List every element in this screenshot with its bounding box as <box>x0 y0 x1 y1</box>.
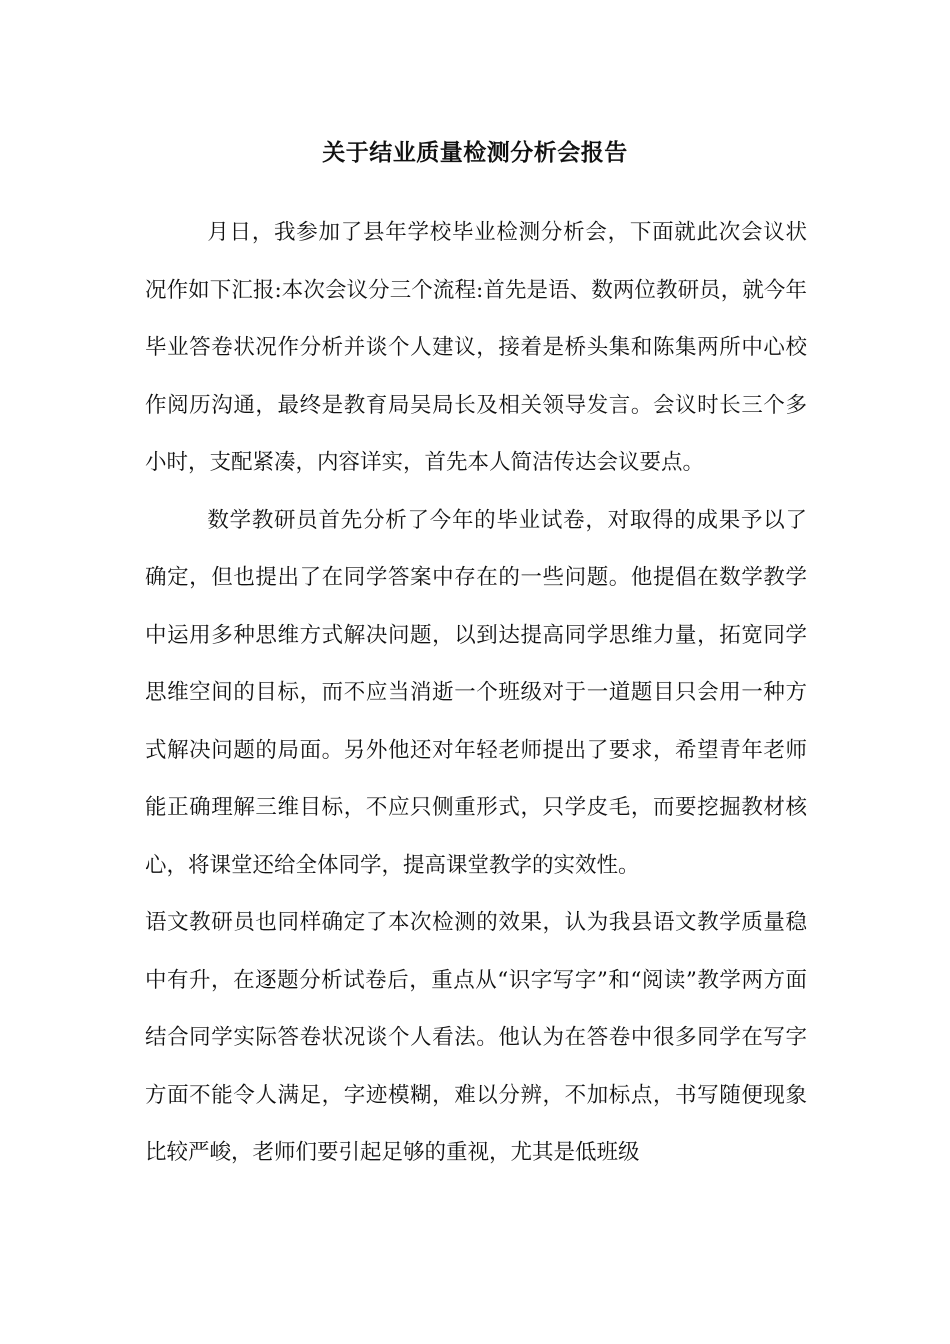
paragraph-math-analysis: 数学教研员首先分析了今年的毕业试卷，对取得的成果予以了确定，但也提出了在同学答案中存在的一些问题。他提倡在数学教学中运用多种思维方式解决问题，以到达提高同学思维力量，拓宽同学思维空间的目标，而不应当消逝一个班级对于一道题目只会用一种方式解决问题的局面。另外他还对年轻老师提出了要求，希望青年老师能正确理解三维目标，不应只侧重形式，只学皮毛，而要挖掘教材核心，将课堂还给全体同学，提高课堂教学的实效性。 <box>145 507 807 878</box>
document-body <box>145 204 807 1182</box>
document-title: 关于结业质量检测分析会报告 <box>322 139 628 166</box>
paragraph-meeting-overview: 月日，我参加了县年学校毕业检测分析会，下面就此次会议状况作如下汇报:本次会议分三个流程:首先是语、数两位教研员，就今年毕业答卷状况作分析并谈个人建议，接着是桥头集和陈集两所中心校作阅历沟通，最终是教育局吴局长及相关领导发言。会议时长三个多小时，支配紧凑，内容详实，首先本人简洁传达会议要点。 <box>145 220 807 475</box>
paragraph-chinese-analysis: 语文教研员也同样确定了本次检测的效果，认为我县语文教学质量稳中有升，在逐题分析试卷后，重点从“识字写字”和“阅读”教学两方面结合同学实际答卷状况谈个人看法。他认为在答卷中很多同学在写字方面不能令人满足，字迹模糊，难以分辨，不加标点，书写随便现象比较严峻，老师们要引起足够的重视，尤其是低班级 <box>145 910 807 1165</box>
